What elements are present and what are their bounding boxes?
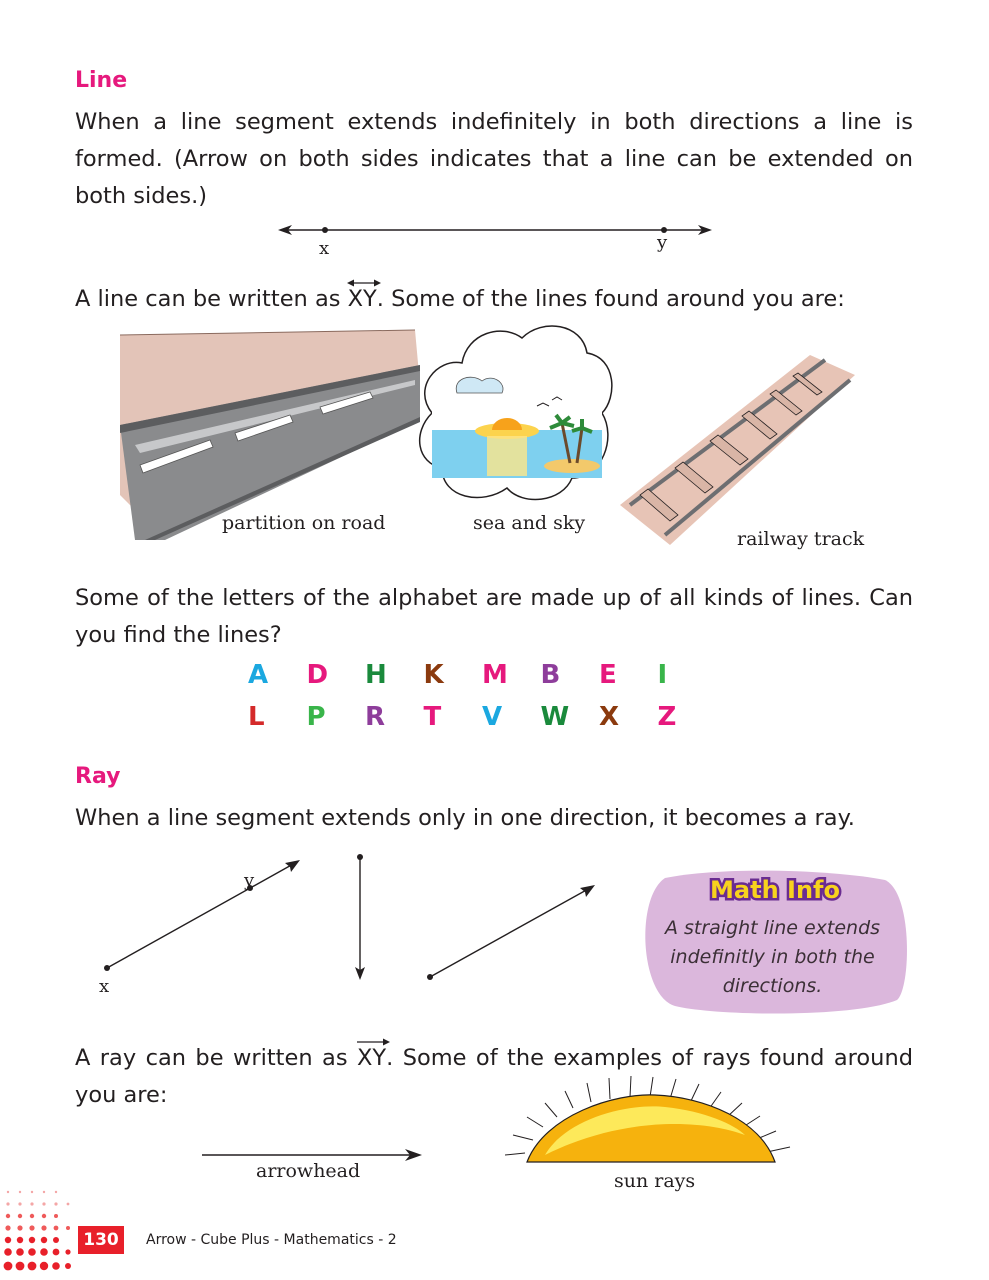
line-paragraph-line-3: both sides.): [75, 183, 208, 209]
ray-diagram-3: [427, 885, 595, 980]
letters-row-2: [248, 702, 716, 732]
sun-rays-illustration: [505, 1075, 800, 1170]
line-notation-text-a: A line can be written as: [75, 286, 348, 312]
math-info-line-3: directions.: [722, 975, 823, 997]
letter-k: K: [423, 660, 444, 690]
railway-track-illustration: [610, 345, 870, 550]
letter-a: A: [248, 660, 269, 690]
math-info-line-1: A straight line extends: [664, 917, 881, 939]
ray-notation-text-a: A ray can be written as: [75, 1045, 357, 1071]
ray-diagram-2: [355, 854, 365, 980]
line-heading: Line: [75, 68, 128, 93]
page-number: 130: [78, 1226, 124, 1254]
letter-r: R: [365, 702, 386, 732]
letter-e: E: [599, 660, 617, 690]
line-point-y-label: y: [657, 232, 668, 253]
line-notation-sentence: [75, 281, 845, 318]
line-notation-text-b: . Some of the lines found around you are:: [376, 286, 845, 312]
math-info-title-svg: [700, 870, 850, 910]
letters-paragraph-line-2: you find the lines?: [75, 622, 282, 648]
right-arrow-icon: [355, 1036, 391, 1048]
road-illustration: [115, 325, 425, 540]
ray-heading: Ray: [75, 764, 121, 789]
caption-sea-and-sky: sea and sky: [473, 512, 586, 534]
caption-partition-on-road: partition on road: [222, 512, 386, 534]
letter-x: X: [599, 702, 620, 732]
ray-point-x-label: x: [99, 976, 110, 997]
math-info-line-2: indefinitly in both the: [670, 946, 875, 968]
line-point-x-label: x: [319, 238, 330, 259]
letter-i: I: [657, 660, 668, 690]
footer-book-title: Arrow - Cube Plus - Mathematics - 2: [146, 1232, 397, 1248]
ray-notation-sentence: [75, 1040, 913, 1077]
math-info-text: [640, 914, 905, 1001]
caption-arrowhead: arrowhead: [256, 1160, 361, 1182]
letter-b: B: [540, 660, 561, 690]
ray-paragraph: When a line segment extends only in one direction, it becomes a ray.: [75, 805, 855, 831]
letter-z: Z: [657, 702, 677, 732]
line-paragraph-line-2: formed. (Arrow on both sides indicates that a line can be extended on: [75, 146, 913, 172]
double-arrow-icon: [346, 277, 382, 289]
ray-notation-text-b: . Some of the examples of rays found around: [386, 1045, 913, 1071]
ray-point-y-label: y: [244, 870, 255, 891]
line-notation-symbol: XY: [348, 281, 377, 318]
caption-railway-track: railway track: [737, 528, 865, 550]
letter-l: L: [248, 702, 265, 732]
ray-notation-line-2: you are:: [75, 1082, 168, 1108]
ray-notation-symbol: XY: [357, 1040, 386, 1077]
line-diagram: [270, 218, 720, 242]
letter-m: M: [482, 660, 508, 690]
ray-diagram-1: [104, 860, 300, 971]
point-x-dot: [322, 227, 328, 233]
caption-sun-rays: sun rays: [614, 1170, 696, 1192]
letters-paragraph-line-1: Some of the letters of the alphabet are made up of all kinds of lines. Can: [75, 585, 913, 611]
math-info-title: Math Info: [710, 876, 840, 904]
sea-and-sky-illustration: [412, 318, 618, 508]
line-paragraph-line-1: When a line segment extends indefinitely in both directions a line is: [75, 109, 913, 135]
letter-w: W: [540, 702, 570, 732]
letter-v: V: [482, 702, 503, 732]
letter-h: H: [365, 660, 387, 690]
letter-d: D: [306, 660, 329, 690]
letter-p: P: [306, 702, 326, 732]
letters-row-1: [248, 660, 716, 690]
letter-t: T: [423, 702, 442, 732]
ray-diagrams: [95, 850, 615, 985]
